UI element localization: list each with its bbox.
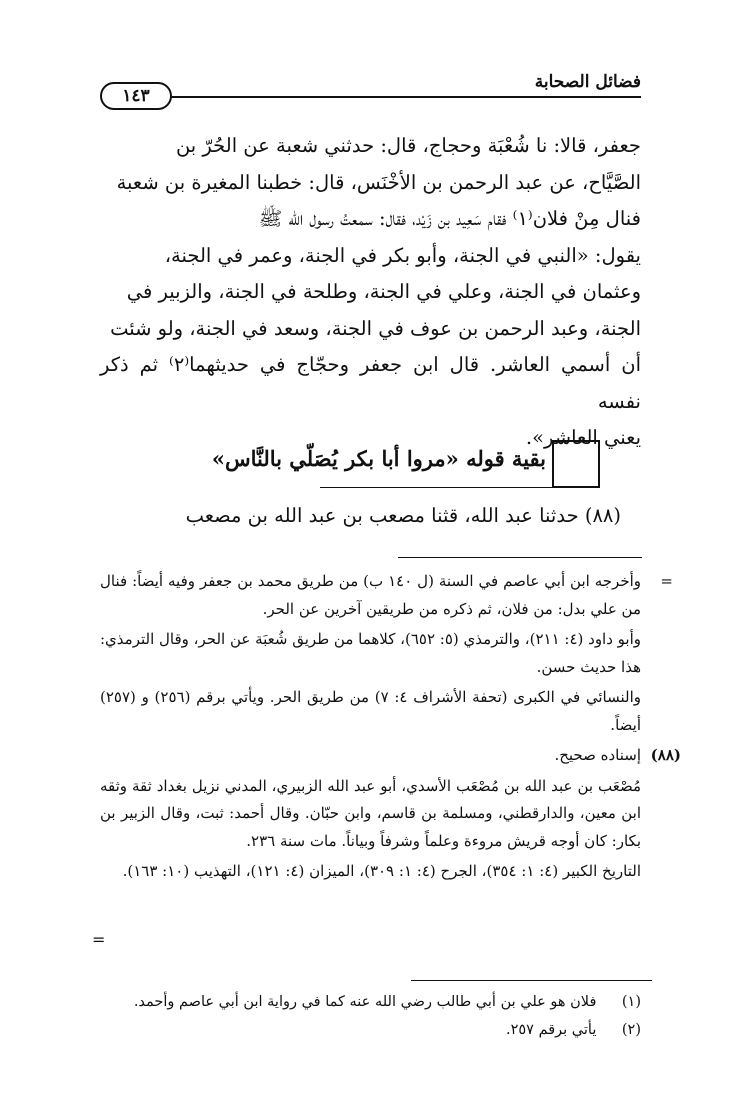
- text-line: يعني العاشر».: [525, 426, 641, 449]
- continuation-end-mark: =: [92, 930, 106, 949]
- page-number: ١٤٣: [100, 82, 172, 110]
- footnote: [100, 988, 641, 1016]
- note-paragraph: التاريخ الكبير (٤: ١: ٣٥٤)، الجرح (٤: ١: ٣٠٩)، الميزان (٤: ١٢١)، التهذيب (١٠: ١٦٣).: [122, 862, 641, 880]
- note-number: (٨٨): [650, 746, 681, 764]
- note-paragraph: مُصْعَب بن عبد الله بن مُصْعَب الأسدي، أبو عبد الله الزبيري، المدني نزيل بغداد ثقة وثقه ابن معين، والدارقطني، ومسلمة بن قاسم، وابن حبّان. وقال أحمد: ثبت، وقال الزبير بن بكار: كان أوجه قريش مروءة وعلماً وشرفاً وبياناً. مات سنة ٢٣٦.: [100, 776, 641, 850]
- section-box-ornament: [552, 440, 600, 488]
- footnote-number: (١): [621, 994, 641, 1010]
- footnotes: [100, 988, 641, 1044]
- section-underline: [320, 487, 600, 488]
- text-line: الجنة، وعبد الرحمن بن عوف في الجنة، وسعد في الجنة، ولو شئت: [110, 316, 641, 340]
- text-line: وعثمان في الجنة، وعلي في الجنة، وطلحة في الجنة، والزبير في: [126, 280, 641, 303]
- text-line: الصَّيَّاح، عن عبد الرحمن بن الأخْنَس، قال: خطبنا المغيرة بن شعبة: [116, 170, 641, 194]
- note-continuation: [100, 568, 673, 739]
- note-paragraph: إسناده صحيح.: [554, 746, 641, 764]
- note-paragraph: وأبو داود (٤: ٢١١)، والترمذي (٥: ٦٥٢)، كلاهما من طريق شُعبَة عن الحر، وقال الترمذي: هذا حديث حسن.: [100, 630, 642, 676]
- section-title: بقية قوله «مروا أبا بكر يُصَلّي بالنَّاس»: [211, 446, 546, 471]
- footnote-separator: [411, 980, 652, 981]
- note-paragraph: والنسائي في الكبرى (تحفة الأشراف ٤: ٧) من طريق الحر. ويأتي برقم (٢٥٦) و (٢٥٧) أيضاً.: [100, 688, 642, 734]
- text-line: يقول: «النبي في الجنة، وأبو بكر في الجنة، وعمر في الجنة،: [164, 243, 641, 267]
- page-header: [100, 70, 641, 110]
- main-text: [100, 128, 641, 457]
- running-title: فضائل الصحابة: [534, 72, 641, 92]
- note-88: [100, 742, 681, 886]
- footnote-number: (٢): [621, 1022, 641, 1038]
- commentary-notes: [100, 568, 681, 889]
- notes-separator: [398, 557, 642, 558]
- hadith-88-line: (٨٨) حدثنا عبد الله، قثنا مصعب بن عبد الله بن مصعب: [185, 504, 621, 527]
- footnote-text: فلان هو علي بن أبي طالب رضي الله عنه كما في رواية ابن أبي عاصم وأحمد.: [133, 994, 597, 1010]
- header-rule: [170, 96, 641, 98]
- note-paragraph: وأخرجه ابن أبي عاصم في السنة (ل ١٤٠ ب) من طريق محمد بن جعفر وفيه أيضاً: فنال من علي بدل: من فلان، ثم ذكره من طريقين آخرين عن الحر.: [100, 572, 642, 618]
- text-line: فنال مِنْ فلان⁽١⁾ فقام سَعِيد بن زَيْد، فقال: سمعتُ رسول الله ﷺ: [258, 207, 641, 230]
- text-line: جعفر، قالا: نا شُعْبَة وحجاج، قال: حدثني شعبة عن الحُرّ بن: [175, 134, 641, 157]
- section-heading: [180, 440, 600, 496]
- footnote-text: يأتي برقم ٢٥٧.: [505, 1022, 597, 1038]
- text-line: أن أسمي العاشر. قال ابن جعفر وحجّاج في حديثهما⁽٢⁾ ثم ذكر نفسه: [100, 353, 641, 413]
- continuation-mark: =: [660, 572, 673, 590]
- footnote: [100, 1016, 641, 1044]
